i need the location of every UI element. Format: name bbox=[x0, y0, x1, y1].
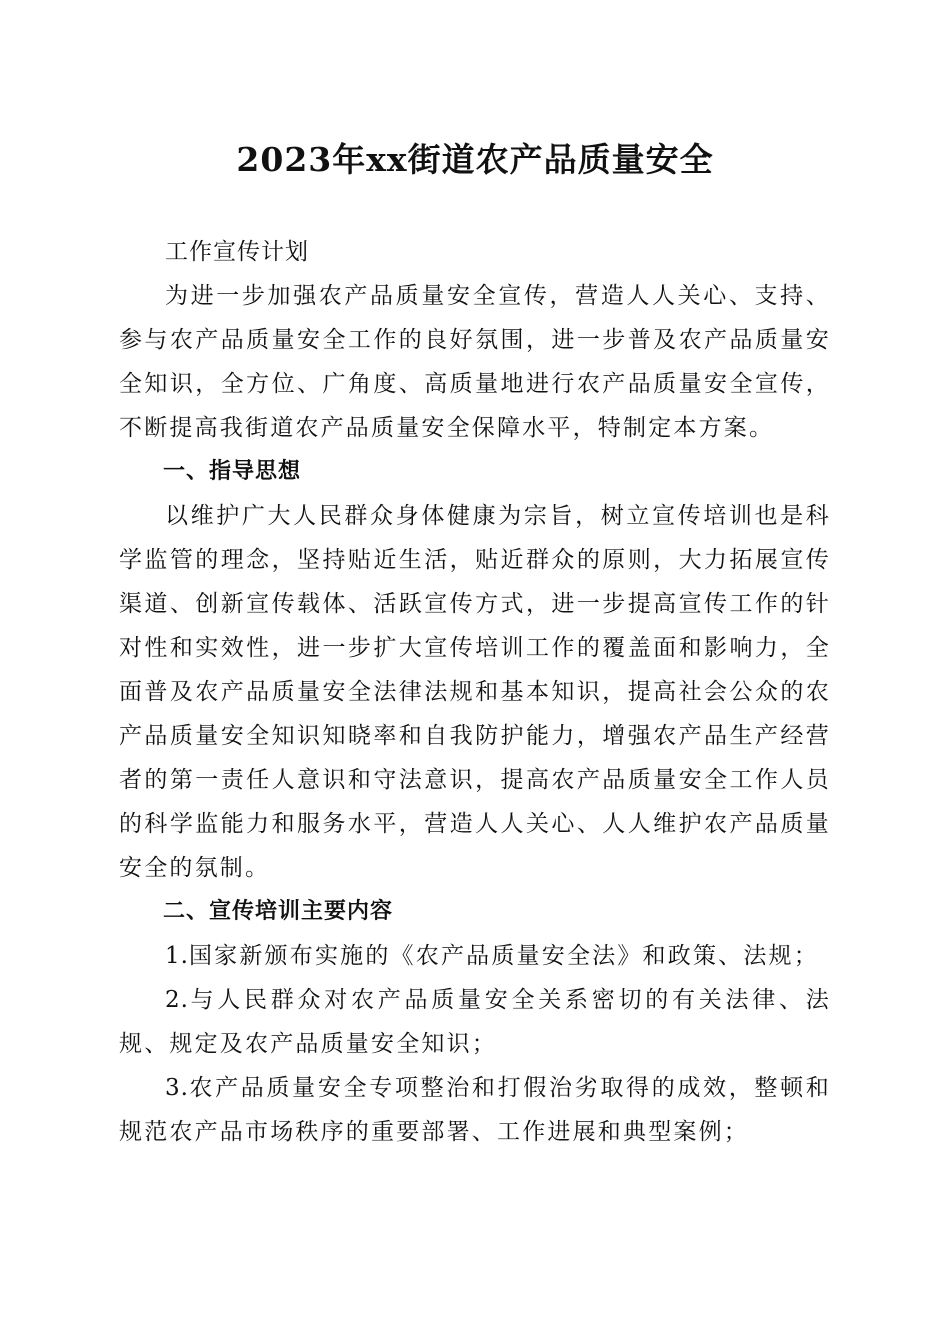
list-item bbox=[119, 1066, 831, 1154]
list-item-number: 3. bbox=[165, 1075, 189, 1101]
intro-paragraph: 为进一步加强农产品质量安全宣传，营造人人关心、支持、参与农产品质量安全工作的良好氛围，进一步普及农产品质量安全知识，全方位、广角度、高质量地进行农产品质量安全宣传，不断提高我街道农产品质量安全保障水平，特制定本方案。 bbox=[119, 283, 831, 441]
document-subtitle: 工作宣传计划 bbox=[165, 239, 309, 265]
section-2-heading: 二、宣传培训主要内容 bbox=[163, 899, 394, 924]
list-item bbox=[119, 978, 831, 1066]
section-1-paragraph: 以维护广大人民群众身体健康为宗旨，树立宣传培训也是科学监管的理念，坚持贴近生活，贴近群众的原则，大力拓展宣传渠道、创新宣传载体、活跃宣传方式，进一步提高宣传工作的针对性和实效性，进一步扩大宣传培训工作的覆盖面和影响力，全面普及农产品质量安全法律法规和基本知识，提高社会公众的农产品质量安全知识知晓率和自我防护能力，增强农产品生产经营者的第一责任人意识和守法意识，提高农产品质量安全工作人员的科学监能力和服务水平，营造人人关心、人人维护农产品质量安全的氛制。 bbox=[119, 503, 831, 881]
list-item bbox=[119, 934, 831, 978]
document-body bbox=[119, 230, 831, 1154]
list-item-text: 与人民群众对农产品质量安全关系密切的有关法律、法规、规定及农产品质量安全知识； bbox=[119, 987, 831, 1057]
list-item-number: 1. bbox=[165, 943, 189, 969]
list-item-text: 国家新颁布实施的《农产品质量安全法》和政策、法规； bbox=[188, 943, 819, 969]
section-1-heading: 一、指导思想 bbox=[163, 459, 302, 484]
document-title: 2023年xx街道农产品质量安全 bbox=[236, 140, 714, 179]
list-item-number: 2. bbox=[165, 987, 189, 1013]
list-item-text: 农产品质量安全专项整治和打假治劣取得的成效，整顿和规范农产品市场秩序的重要部署、工作进展和典型案例； bbox=[119, 1075, 831, 1145]
